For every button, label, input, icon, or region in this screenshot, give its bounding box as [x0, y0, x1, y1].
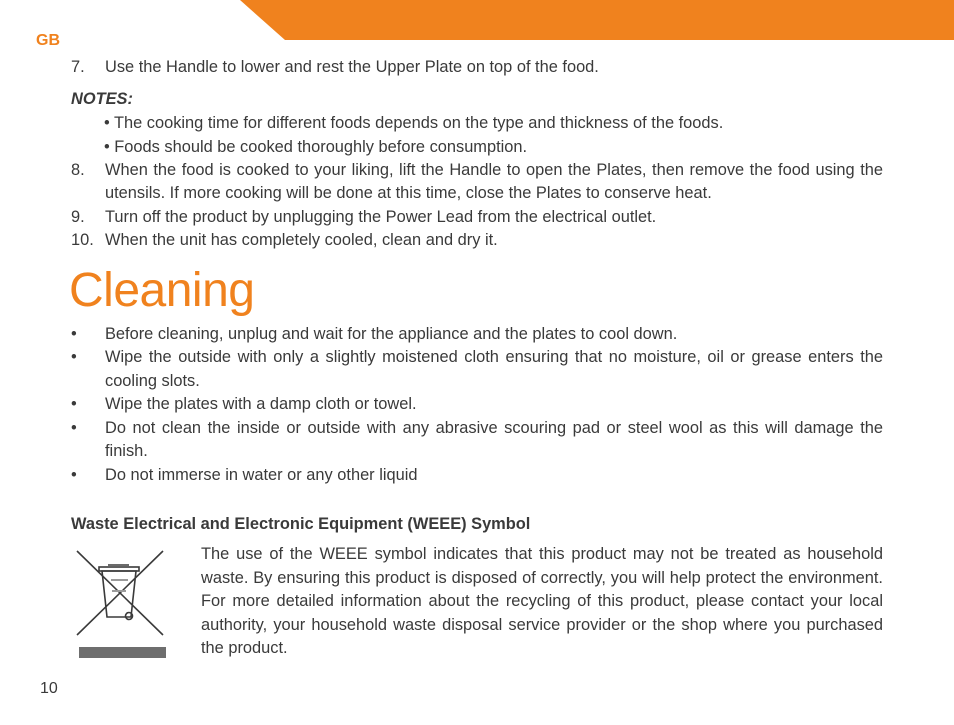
step-text: Turn off the product by unplugging the Power Lead from the electrical outlet.: [105, 207, 657, 226]
bullet-icon: •: [71, 395, 77, 413]
step-item: [71, 206, 883, 230]
weee-heading: Waste Electrical and Electronic Equipment (WEEE) Symbol: [71, 515, 531, 533]
language-tag: GB: [36, 32, 60, 49]
notes-list: [71, 111, 883, 159]
page-number: 10: [40, 680, 58, 697]
cleaning-bullet-item: [71, 346, 883, 393]
note-line: • Foods should be cooked thoroughly before consumption.: [104, 137, 528, 156]
cleaning-bullet-list: [71, 323, 883, 488]
bullet-text: Wipe the plates with a damp cloth or towel.: [105, 395, 417, 413]
cleaning-section-title: Cleaning: [69, 263, 255, 317]
weee-description: The use of the WEEE symbol indicates that this product may not be treated as household waste. By ensuring this product is disposed of correctly, you will help protect the environment. For more detailed information about the recycling of this product, please contact your local authority, your household waste disposal service provider or the shop where you purchased the product.: [201, 545, 883, 657]
header-accent-bar: [0, 0, 954, 40]
notes-heading: NOTES:: [71, 89, 133, 108]
bullet-text: Wipe the outside with only a slightly moistened cloth ensuring that no moisture, oil or grease enters the cooling slots.: [105, 348, 883, 390]
cleaning-bullet-item: [71, 464, 883, 488]
steps-list: [71, 159, 883, 253]
bullet-text: Do not immerse in water or any other liquid: [105, 465, 418, 484]
cleaning-bullet-item: [71, 393, 883, 417]
step-number: 9.: [71, 207, 85, 226]
step-item: [71, 56, 883, 80]
bullet-icon: •: [71, 465, 77, 484]
step-text: When the food is cooked to your liking, lift the Handle to open the Plates, then remove the food using the utensils. If more cooking will be done at this time, close the Plates to conserve heat.: [105, 160, 883, 202]
bullet-text: Before cleaning, unplug and wait for the appliance and the plates to cool down.: [105, 324, 678, 343]
weee-section: [71, 543, 883, 663]
step-item: [71, 159, 883, 206]
step-text: When the unit has completely cooled, clean and dry it.: [105, 231, 498, 249]
step-number: 7.: [71, 58, 85, 76]
bullet-icon: •: [71, 348, 77, 366]
step-number: 8.: [71, 160, 85, 179]
steps-list-continued: [71, 56, 883, 80]
cleaning-bullet-item: [71, 323, 883, 347]
note-line: • The cooking time for different foods depends on the type and thickness of the foods.: [104, 113, 724, 132]
step-text: Use the Handle to lower and rest the Upper Plate on top of the food.: [105, 58, 599, 76]
bullet-icon: •: [71, 418, 77, 437]
step-number: 10.: [71, 231, 94, 249]
step-item: [71, 229, 883, 253]
bullet-text: Do not clean the inside or outside with any abrasive scouring pad or steel wool as this will damage the finish.: [105, 418, 883, 460]
cleaning-bullet-item: [71, 417, 883, 464]
page-content: [71, 56, 883, 663]
bullet-icon: •: [71, 324, 77, 343]
crossed-out-wheelie-bin-icon: [71, 543, 201, 663]
